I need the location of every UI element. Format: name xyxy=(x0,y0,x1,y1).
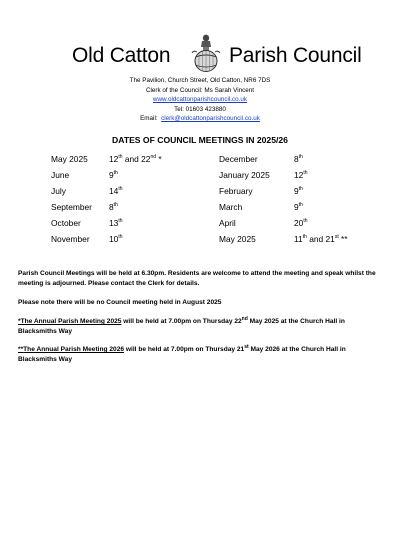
email-label: Email: xyxy=(140,115,158,123)
schedule-dates: 12th xyxy=(294,170,308,180)
annual-meeting-2025-note: *The Annual Parish Meeting 2025 will be held at 7.00pm on Thursday 22nd May 2025 at the Church Hall in Blacksmiths Way xyxy=(18,315,345,335)
schedule-month: November xyxy=(51,234,90,244)
schedule-dates: 8th xyxy=(109,202,118,212)
schedule-dates: 9th xyxy=(294,186,303,196)
page-title: DATES OF COUNCIL MEETINGS IN 2025/26 xyxy=(112,135,288,145)
clerk-line: Clerk of the Council: Ms Sarah Vincent xyxy=(145,86,255,94)
schedule-month: May 2025 xyxy=(219,234,256,244)
schedule-month: January 2025 xyxy=(219,170,270,180)
schedule-month: June xyxy=(51,170,70,180)
letterhead xyxy=(0,32,400,74)
schedule-dates: 14th xyxy=(109,186,123,196)
schedule-month: May 2025 xyxy=(51,154,88,164)
meeting-time-note: Parish Council Meetings will be held at 6.30pm. Residents are welcome to attend the meeting and speak whilst the meeting is adjourned. Please contact the Clerk for details. xyxy=(18,270,376,287)
schedule-dates: 11th and 21st ** xyxy=(294,234,348,244)
schedule-dates: 20th xyxy=(294,218,308,228)
contact-block xyxy=(0,76,400,124)
annual-meeting-2026-note: **The Annual Parish Meeting 2026 will be held at 7.00pm on Thursday 21st May 2026 at the Church Hall in Blacksmiths Way xyxy=(18,343,346,363)
website-link[interactable]: www.oldcattonparishcouncil.co.uk xyxy=(152,96,248,104)
annual-meeting-2026-title: The Annual Parish Meeting 2026 xyxy=(23,346,125,353)
phone-line: Tel: 01603 423880 xyxy=(174,105,226,113)
schedule-dates: 9th xyxy=(294,202,303,212)
schedule-month: April xyxy=(219,218,236,228)
email-link[interactable]: clerk@oldcattonparishcouncil.co.uk xyxy=(161,115,260,123)
schedule-month: March xyxy=(219,202,243,212)
schedule-month: September xyxy=(51,202,92,212)
council-name-right: Parish Council xyxy=(229,44,362,67)
meeting-schedule xyxy=(0,150,400,250)
schedule-dates: 10th xyxy=(109,234,123,244)
council-name-left: Old Catton xyxy=(72,44,171,67)
barrel-crest-icon xyxy=(188,32,224,74)
address-line: The Pavilion, Church Street, Old Catton, NR6 7DS xyxy=(129,77,271,84)
schedule-dates: 9th xyxy=(109,170,118,180)
schedule-month: July xyxy=(51,186,66,196)
schedule-dates: 13th xyxy=(109,218,123,228)
august-note: Please note there will be no Council meeting held in August 2025 xyxy=(18,299,222,306)
schedule-month: February xyxy=(219,186,253,196)
schedule-dates: 8th xyxy=(294,154,303,164)
schedule-dates: 12th and 22nd * xyxy=(109,154,162,164)
annual-meeting-2025-title: The Annual Parish Meeting 2025 xyxy=(20,318,122,325)
schedule-month: October xyxy=(51,218,81,228)
schedule-month: December xyxy=(219,154,258,164)
